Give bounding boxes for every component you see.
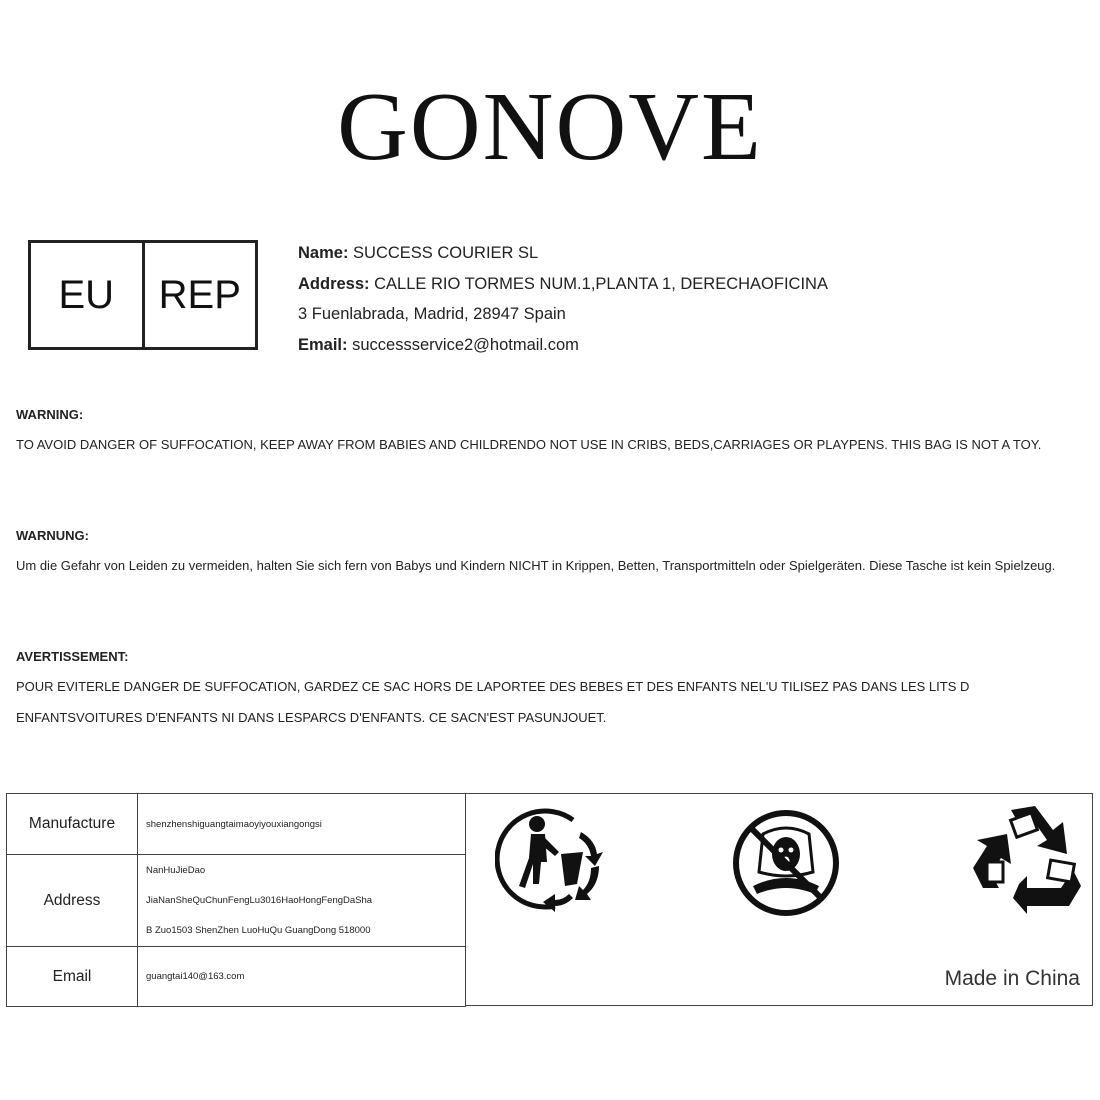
- manufacture-row: [7, 794, 466, 855]
- rep-email-line: [298, 330, 828, 361]
- warning-en: [16, 400, 1076, 461]
- warning-de-title: WARNUNG:: [16, 528, 89, 543]
- warning-de: [16, 521, 1076, 582]
- rep-name-label: Name:: [298, 244, 349, 262]
- address-value-2: JiaNanSheQuChunFengLu3016HaoHongFengDaSha: [146, 894, 373, 906]
- rep-email-value: successservice2@hotmail.com: [352, 335, 579, 354]
- warning-fr: [16, 642, 1076, 733]
- symbols-panel: [465, 793, 1093, 1006]
- eu-rep-badge: [28, 240, 258, 350]
- brand-logo: GONOVE: [337, 73, 763, 181]
- email-label: Email: [7, 947, 138, 1007]
- email-value: guangtai140@163.com: [138, 947, 466, 1007]
- manufacturer-table: [6, 793, 466, 1007]
- eu-rep-details: [298, 238, 828, 360]
- email-row: [7, 947, 466, 1007]
- address-label: Address: [7, 855, 138, 947]
- warning-fr-title: AVERTISSEMENT:: [16, 649, 129, 664]
- manufacture-label: Manufacture: [7, 794, 138, 855]
- rep-address-label: Address:: [298, 274, 370, 293]
- eu-rep-badge-left: EU: [58, 272, 115, 317]
- rep-address-value-1: CALLE RIO TORMES NUM.1,PLANTA 1, DERECHAOFICINA: [374, 274, 828, 293]
- warning-de-text: Um die Gefahr von Leiden zu vermeiden, halten Sie sich fern von Babys und Kindern NICHT in Krippen, Betten, Transportmitteln oder Spielgeräten. Diese Tasche ist kein Spielzeug.: [16, 558, 1056, 573]
- rep-email-label: Email:: [298, 335, 348, 354]
- warning-en-text: TO AVOID DANGER OF SUFFOCATION, KEEP AWAY FROM BABIES AND CHILDRENDO NOT USE IN CRIBS, BEDS,CARRIAGES OR PLAYPENS. THIS BAG IS NOT A TOY.: [16, 437, 1042, 452]
- rep-address-line: [298, 269, 828, 300]
- tidyman-dispose-icon: [495, 802, 615, 917]
- manufacture-value: shenzhenshiguangtaimaoyiyouxiangongsi: [138, 794, 466, 855]
- warning-en-title: WARNING:: [16, 407, 84, 422]
- warning-fr-text: POUR EVITERLE DANGER DE SUFFOCATION, GARDEZ CE SAC HORS DE LAPORTEE DES BEBES ET DES ENFANTS NEL'U TILISEZ PAS DANS LES LITS D ENFANTSVOITURES D'ENFANTS NI DANS LESPARCS D'ENFANTS. CE SACN'EST PASUNJOUET.: [16, 679, 970, 725]
- address-row: [7, 855, 466, 947]
- eu-rep-badge-right: REP: [142, 243, 256, 347]
- no-child-suffocation-icon: [731, 808, 841, 918]
- rep-address-value-2: 3 Fuenlabrada, Madrid, 28947 Spain: [298, 305, 566, 323]
- recycle-icon: [969, 802, 1084, 917]
- rep-name-value: SUCCESS COURIER SL: [353, 244, 539, 262]
- made-in-label: Made in China: [944, 967, 1080, 990]
- rep-name-line: [298, 238, 828, 269]
- address-value: [138, 855, 466, 947]
- address-value-3: B Zuo1503 ShenZhen LuoHuQu GuangDong 518000: [146, 924, 371, 936]
- address-value-1: NanHuJieDao: [146, 864, 206, 876]
